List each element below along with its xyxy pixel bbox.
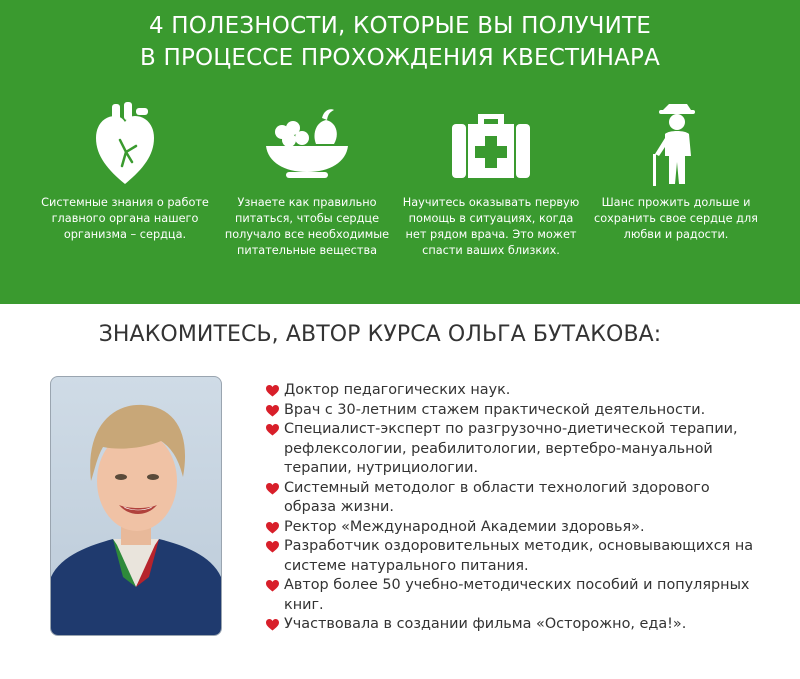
bio-item-text: Разработчик оздоровительных методик, основывающихся на системе натурального питания. bbox=[284, 538, 754, 574]
benefits-title-line-1: 4 ПОЛЕЗНОСТИ, КОТОРЫЕ ВЫ ПОЛУЧИТЕ bbox=[148, 13, 652, 39]
bio-item bbox=[264, 401, 764, 421]
bio-item bbox=[264, 615, 764, 635]
bio-item-text: Ректор «Международной Академии здоровья». bbox=[284, 518, 645, 535]
benefit-text-first-aid: Научитесь оказывать первую помощь в ситуациях, когда нет рядом врача. Это может спасти ваших близких. bbox=[402, 196, 580, 257]
benefits-title-line-2: В ПРОЦЕССЕ ПРОХОЖДЕНИЯ КВЕСТИНАРА bbox=[139, 45, 661, 71]
bio-item-text: Автор более 50 учебно-методических пособий и популярных книг. bbox=[284, 577, 750, 613]
bio-item-text: Специалист-эксперт по разгрузочно-диетической терапии, рефлексологии, реабилитологии, вертебро-мануальной терапии, нутрициологии. bbox=[284, 421, 738, 476]
heart-organ-icon bbox=[65, 100, 185, 192]
benefit-item-nutrition bbox=[217, 100, 397, 259]
bio-item-text: Врач с 30-летним стажем практической деятельности. bbox=[284, 401, 706, 418]
bio-item bbox=[264, 479, 764, 518]
fruit-bowl-icon bbox=[247, 100, 367, 192]
heart-bullet-icon bbox=[266, 483, 279, 495]
heart-bullet-icon bbox=[266, 580, 279, 592]
bio-item bbox=[264, 576, 764, 615]
heart-bullet-icon bbox=[266, 424, 279, 436]
bio-item-text: Доктор педагогических наук. bbox=[284, 382, 511, 398]
author-heading: ЗНАКОМИТЕСЬ, АВТОР КУРСА ОЛЬГА БУТАКОВА: bbox=[98, 322, 662, 347]
bio-item-text: Системный методолог в области технологий здорового образа жизни. bbox=[284, 479, 710, 515]
bio-item bbox=[264, 518, 764, 538]
benefit-text-longevity: Шанс прожить дольше и сохранить свое сердце для любви и радости. bbox=[594, 196, 758, 241]
heart-bullet-icon bbox=[266, 522, 279, 534]
benefit-item-first-aid bbox=[401, 100, 581, 259]
bio-item-text: Участвовала в создании фильма «Осторожно, еда!». bbox=[284, 616, 687, 632]
heart-bullet-icon bbox=[266, 405, 279, 417]
heart-bullet-icon bbox=[266, 385, 279, 397]
benefit-item-heart bbox=[35, 100, 215, 243]
bio-item bbox=[264, 381, 764, 401]
author-bio-list bbox=[264, 381, 764, 635]
bio-item bbox=[264, 537, 764, 576]
author-photo bbox=[50, 376, 222, 636]
benefit-text-heart: Системные знания о работе главного органа нашего организма – сердца. bbox=[41, 196, 209, 241]
benefit-item-longevity bbox=[586, 100, 766, 243]
heart-bullet-icon bbox=[266, 541, 279, 553]
benefit-text-nutrition: Узнаете как правильно питаться, чтобы сердце получало все необходимые питательные вещества bbox=[224, 196, 390, 257]
benefits-title bbox=[0, 10, 800, 74]
elderly-person-icon bbox=[616, 100, 736, 192]
benefits-banner bbox=[0, 0, 800, 304]
heart-bullet-icon bbox=[266, 619, 279, 631]
first-aid-kit-icon bbox=[431, 100, 551, 192]
bio-item bbox=[264, 420, 764, 479]
